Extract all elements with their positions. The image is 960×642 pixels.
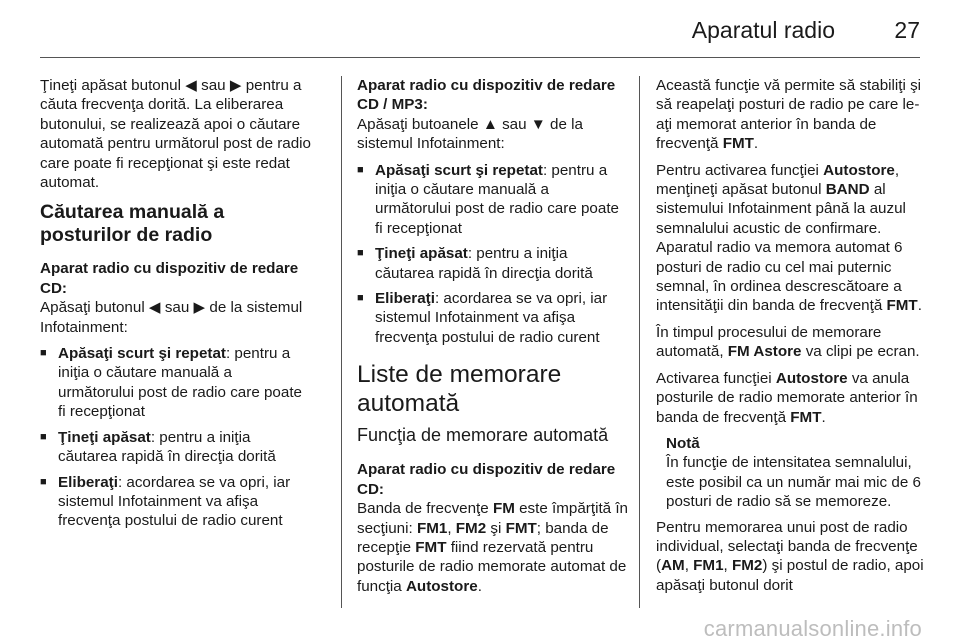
note-box	[656, 434, 924, 512]
column-divider-1	[341, 76, 342, 608]
section-heading-autostore: Funcţia de memorare automată	[357, 425, 609, 446]
press-instruction: Apăsaţi butonul ◀ sau ▶ de la sistemul Infotainment:	[40, 299, 303, 336]
instruction-list	[40, 344, 312, 531]
list-item: ■ Apăsaţi scurt şi repetat: pentru a iniţia o căutare manuală a următorului post de radio care poate fi recepţionat	[40, 345, 302, 421]
subheading-cd-radio: Aparat radio cu dispozitiv de redare CD:	[40, 260, 299, 297]
header-divider	[40, 57, 920, 58]
watermark: carmanualsonline.info	[703, 616, 922, 641]
list-item: ■ Apăsaţi scurt şi repetat: pentru a iniţia o căutare manuală a următorului post de radio care poate fi recepţionat	[357, 161, 619, 237]
note-text: În funcţie de intensitatea semnalului, este posibil ca un număr mai mic de 6 posturi de radio să se memoreze.	[666, 454, 921, 511]
bullet-icon: ■	[40, 475, 47, 488]
subheading-cd-mp3-radio: Aparat radio cu dispozitiv de redare CD / MP3:	[357, 77, 616, 114]
note-title: Notă	[666, 434, 700, 452]
paragraph-activation: Pentru activarea funcţiei Autostore, menţineţi apăsat butonul BAND al sistemului Infotainment până la auzul semnalului acustic de confirmare. Aparatul radio va memora automat 6 posturi de radio cu cel mai puternic semnal, în ordinea descrescătoare a intensităţii din banda de frecvenţă FMT.	[656, 161, 922, 315]
bullet-icon: ■	[357, 163, 364, 176]
paragraph-single-station: Pentru memorarea unui post de radio individual, selectaţi banda de frecvenţe (AM, FM1, FM2) şi postul de radio, apoi apăsaţi butonul dorit	[656, 518, 924, 594]
instruction-list	[357, 161, 629, 348]
bullet-icon: ■	[40, 430, 47, 443]
bullet-icon: ■	[40, 347, 47, 360]
page-title: Aparatul radio	[691, 17, 835, 43]
subheading-cd-radio: Aparat radio cu dispozitiv de redare CD:	[357, 461, 616, 498]
list-item: ■ Ţineţi apăsat: pentru a iniţia căutarea rapidă în direcţia dorită	[40, 428, 276, 466]
column-1	[40, 76, 312, 538]
paragraph-function-description: Această funcţie vă permite să stabiliţi şi să reapelaţi posturi de radio pe care le-aţi memorat anterior în banda de frecvenţă FMT.	[656, 77, 922, 153]
press-instruction: Apăsaţi butoanele ▲ sau ▼ de la sistemul Infotainment:	[357, 115, 583, 153]
list-item: ■ Eliberaţi: acordarea se va opri, iar sistemul Infotainment va afişa frecvenţa postului de radio curent	[40, 473, 291, 530]
column-divider-2	[639, 76, 640, 608]
band-paragraph: Banda de frecvenţe FM este împărţită în secţiuni: FM1, FM2 şi FMT; banda de recepţie FMT fiind rezervată pentru posturile de radio memorate automat de funcţia Autostore.	[357, 500, 629, 595]
intro-paragraph: Ţineţi apăsat butonul ◀ sau ▶ pentru a căuta frecvenţa dorită. La eliberarea butonului, se realizează apoi o căutare automată pentru următorul post de radio care poate fi recepţionat şi este redat automat.	[40, 77, 312, 192]
bullet-icon: ■	[357, 247, 364, 260]
section-heading-manual-search: Căutarea manuală a posturilor de radio	[40, 201, 225, 247]
list-item: ■ Eliberaţi: acordarea se va opri, iar sistemul Infotainment va afişa frecvenţa postului de radio curent	[357, 290, 608, 346]
list-item: ■ Ţineţi apăsat: pentru a iniţia căutarea rapidă în direcţia dorită	[357, 245, 593, 282]
paragraph-cancel: Activarea funcţiei Autostore va anula posturile de radio memorate anterior în banda de frecvenţă FMT.	[656, 369, 918, 426]
chapter-title-autostore-lists: Liste de memorare automată	[357, 361, 562, 418]
paragraph-process: În timpul procesului de memorare automată, FM Astore va clipi pe ecran.	[656, 323, 920, 361]
bullet-icon: ■	[357, 292, 364, 305]
column-2	[357, 76, 629, 603]
page-number: 27	[894, 17, 920, 43]
column-3	[656, 76, 924, 602]
